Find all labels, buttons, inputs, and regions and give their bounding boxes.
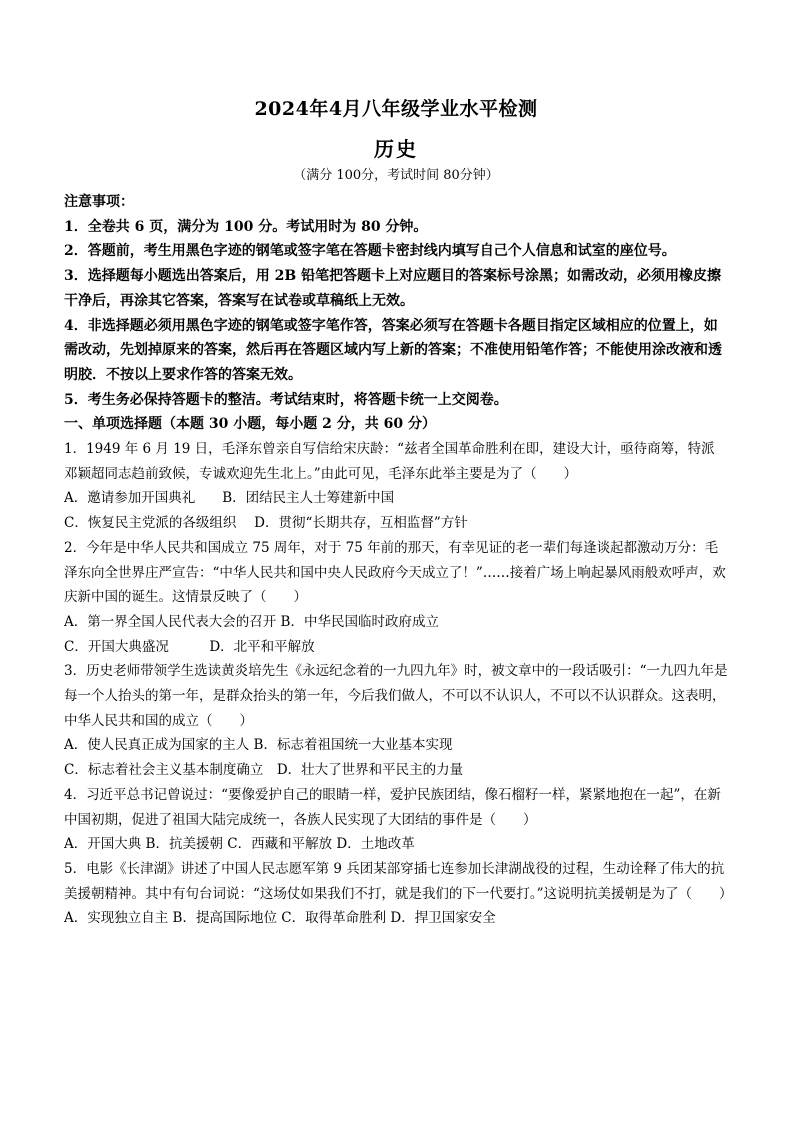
question-options: A．开国大典 B．抗美援朝 C．西藏和平解放 D．土地改革 xyxy=(64,836,415,853)
question-options: C．标志着社会主义基本制度确立 D．壮大了世界和平民主的力量 xyxy=(64,762,464,779)
subject-title: 历史 xyxy=(374,137,418,161)
notice-block xyxy=(64,190,728,412)
question-stem: 2．今年是中华人民共和国成立 75 周年，对于 75 年前的那天，有幸见证的老一辈们每逢谈起都激动万分：毛泽东向全世界庄严宣告：“中华人民共和国中央人民政府今天成立了！”……接着广场上响起暴风雨般欢呼声，欢庆新中国的诞生。这情景反映了（ ） xyxy=(64,539,726,606)
notice-item: 3．选择题每小题选出答案后，用 2B 铅笔把答题卡上对应题目的答案标号涂黑；如需改动，必须用橡皮擦干净后，再涂其它答案，答案写在试卷或草稿纸上无效。 xyxy=(64,268,722,309)
question-stem: 4．习近平总书记曾说过：“要像爱护自己的眼睛一样，爱护民族团结，像石榴籽一样，紧紧地抱在一起”，在新中国初期，促进了祖国大陆完成统一，各族人民实现了大团结的事件是（ ） xyxy=(64,786,721,828)
notice-item: 1．全卷共 6 页，满分为 100 分。考试用时为 80 分钟。 xyxy=(64,218,428,235)
question-stem: 5．电影《长津湖》讲述了中国人民志愿军第 9 兵团某部穿插七连参加长津湖战役的过程，生动诠释了伟大的抗美援朝精神。其中有句台词说：“这场仗如果我们不打，就是我们的下一代要打。”这说明抗美援朝是为了（ ） xyxy=(64,860,733,902)
question-options: C．开国大典盛况 D．北平和平解放 xyxy=(64,638,315,655)
question-options: C．恢复民主党派的各级组织 D．贯彻“长期共存，互相监督”方针 xyxy=(64,515,468,532)
question-stem: 3．历史老师带领学生选读黄炎培先生《永远纪念着的一九四九年》时，被文章中的一段话吸引：“一九四九年是每一个人抬头的第一年，是群众抬头的第一年，今后我们做人，不可以不认识人，不可以不认识群众。这表明，中华人民共和国的成立（ ） xyxy=(64,663,728,729)
question-item xyxy=(64,659,728,783)
question-item xyxy=(64,437,728,536)
question-options: A．第一界全国人民代表大会的召开 B．中华民国临时政府成立 xyxy=(64,613,439,630)
notice-item: 4．非选择题必须用黑色字迹的钢笔或签字笔作答，答案必须写在答题卡各题目指定区域相应的位置上，如需改动，先划掉原来的答案，然后再在答题区域内写上新的答案；不准使用铅笔作答；不能使用涂改液和透明胶．不按以上要求作答的答案无效。 xyxy=(64,317,722,383)
question-options: A．实现独立自主 B．提高国际地位 C．取得革命胜利 D．捍卫国家安全 xyxy=(64,910,496,927)
notice-item: 2．答题前，考生用黑色字迹的钢笔或签字笔在答题卡密封线内填写自己个人信息和试室的座位号。 xyxy=(64,243,676,260)
notice-item: 5．考生务必保持答题卡的整洁。考试结束时，将答题卡统一上交阅卷。 xyxy=(64,391,508,408)
section-heading: 一、单项选择题（本题 30 小题，每小题 2 分，共 60 分） xyxy=(64,416,436,433)
score-time-note: （满分 100分，考试时间 80分钟） xyxy=(293,168,499,183)
exam-title: 2024年4月八年级学业水平检测 xyxy=(254,98,538,120)
question-item xyxy=(64,536,728,660)
question-item xyxy=(64,857,733,931)
notice-heading: 注意事项： xyxy=(64,194,134,210)
question-options: A．邀请参加开国典礼 B．团结民主人士筹建新中国 xyxy=(64,490,395,507)
question-options: A．使人民真正成为国家的主人 B．标志着祖国统一大业基本实现 xyxy=(64,737,453,754)
question-item xyxy=(64,783,728,857)
question-stem: 1．1949 年 6 月 19 日，毛泽东曾亲自写信给宋庆龄：“兹者全国革命胜利在即，建设大计，亟待商筹，特派邓颖超同志趋前致候，专诚欢迎先生北上。”由此可见，毛泽东此举主要是为了（ ） xyxy=(64,441,715,482)
